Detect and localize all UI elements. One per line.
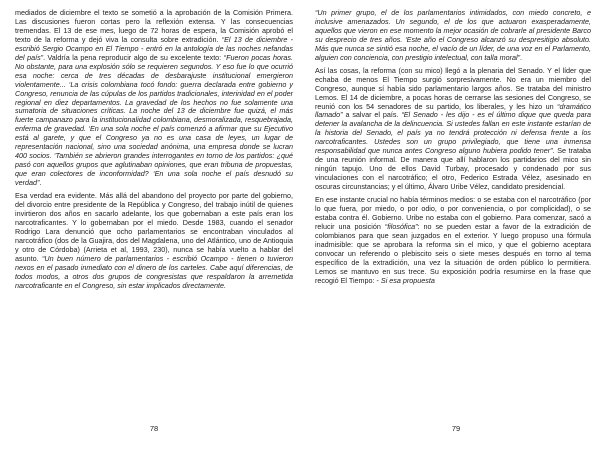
text-segment: En ese instante crucial no había términos medios: o se estaba con el narcotráfico (por lo que fuera, por miedo, o por odio, o por conveniencia, o por complicidad), o se estaba contra él. Gobierno. Uribe no estaba con el gobierno. Para comenzar, sacó a relucir una posición [315,195,591,231]
text-segment: . [519,52,522,62]
text-segment: Esa verdad era evidente. Más allá del abandono del proyecto por parte del gobierno, del divorcio entre presidente de la República y Congreso, del trabajo inútil de quienes invirtieron dos años en sacarlo adelante, los que gobernaban a este país eran los narcotraficantes. Y lo gobernaban por el miedo. Desde 1983, cuando el senador Rodrigo Lara denunció que ocho parlamentarios se encontraban vinculados al narcotráfico (dos de la Guajira, dos del Magdalena, uno del Atlántico, uno de Antioquia y otro de Córdoba) (Arrieta et al, 1993, 230), nunca se había vuelto a hablar del asunto. [15,191,293,263]
quote-segment: Si esa propuesta [380,275,435,285]
text-segment: mediados de diciembre el texto se sometió a la aprobación de la Comisión Primera. Las discusiones fueron cortas pero la reflexión extensa. Y las consecuencias tremendas. El 13 de ese mes, luego de 72 horas de espera, la Comisión aprobó el texto de la reforma y dejó viva la consulta sobre extradición. [15,8,293,44]
text-segment: . [39,178,42,188]
quote-segment: “dramático llamado” [315,101,591,120]
right-page-text-column [315,9,591,286]
text-segment: . Se trataba de una reunión informal. De manera que allí hablaron los partidarios del mico sin ningún tapujo. Uno de ellos David Turbay, procesado y condenado por sus vinculaciones con el narcotráfico; el otro, Federico Estrada Vélez, asesinado en oscuras circunstancias; y el último, Álvaro Uribe Vélez, candidato presidencial. [315,146,591,192]
quote-segment: “Fueron pocas horas. No obstante, para una explosión sólo se requieren segundos. Y eso fue lo que ocurrió esa noche: cerca de tres décadas de desbarajuste institucional emergieron violentamente... ‘La crisis colombiana tocó fondo: guerra declarada entre gobierno y Congreso, renuncia de las cúpulas de los partidos tradicionales, interinidad en el poder regional en diez departamentos. La gravedad de los hechos no fue solamente una sumatoria de situaciones críticas. La noche del 13 de diciembre fue quizá, el más fuerte campanazo para la institucionalidad colombiana, desmoralizada, resquebrajada, enferma de gravedad. ‘En una sola noche el país comenzó a afirmar que su Ejecutivo está al garete, y que el Congreso ya no es una casa de leyes, un lugar de representación nacional, sino una sociedad anónima, una empresa donde se lucran 400 socios. ‘También se abrieron grandes interrogantes en torno de los partidos: ¿qué pasó con aquellos grupos que aglutinaban opiniones, que eran tribuna de propuestas, que eran colectores de inconformidad? ‘En una sola noche el país desnudó su verdad” [15,52,293,188]
text-segment: : no se pueden estar a favor de la extradición de colombianos para que sean juzgados en el exterior. Y luego propuso una fórmula inadmisible: que se aprobara la reforma sin el mico, y que el gobierno aceptara convocar un referendo o plebiscito seis o siete meses después en torno al tema específico de la extradición, una vez la situación de orden público lo permitiera. Lemos se mantuvo en sus trece. Su exposición podría resumirse en la frase que recogió El Tiempo: - [315,221,591,285]
text-segment: a salvar el país. [342,110,402,120]
quote-segment: “Un buen número de parlamentarios - escribió Ocampo - tienen o tuvieron nexos en el pasado inmediato con el dinero de los carteles. Cabe aquí diferencias, de todos modos, a otros dos grupos de congresistas que respaldaron la arremetida narcotraficante en el Congreso, sin estar implicados directamente. [15,253,293,290]
left-paragraph-1 [15,9,293,188]
text-segment: Así las cosas, la reforma (con su mico) llegó a la plenaria del Senado. Y el líder que echaba de menos El Tiempo surgió sorpresivamente. No era un miembro del Congreso, aunque sí había sido parlamentario largos años. Se trataba del ministro Lemos. El 14 de diciembre, a pocas horas de cerrarse las sesiones del Congreso, se reunió con los 54 senadores de su partido, los liberales, y les hizo un [315,65,591,111]
quote-segment: “El 13 de diciembre - escribió Sergio Ocampo en El Tiempo - entró en la antología de las noches nefandas del país” [15,34,294,62]
quote-segment: “Un primer grupo, el de los parlamentarios intimidados, con miedo concreto, e inclusive amenazados. Un segundo, el de los que actuaron exasperadamente, aquellos que vieron en ese momento la mejor ocasión de cobrarle al presidente Barco su desprecio de tres años. ‘Este año el Congreso alcanzó su despresitigio absoluto. Más que nunca se sintió esa noche, el vacío de un líder, de una voz en el Parlamento, alguien con conciencia, con prestigio intelectual, con talla moral” [315,8,591,62]
left-paragraph-2 [15,192,293,290]
page-number-left: 78 [149,424,159,433]
quote-segment: “filosófica” [384,221,418,231]
right-paragraph-3 [315,196,591,286]
quote-segment: “El Senado - les dijo - es el último dique que queda para detener la avalancha de la delincuencia. Si ustedes fallan en este instante estarían de la historia del Senado, el país ya no tendrá protección ni defensa frente a los narcotraficantes. Ustedes son un grupo privilegiado, que tiene una inmensa responsabilidad que nunca antes Congreso alguno hubiera podido tener” [315,110,592,156]
right-paragraph-1 [315,9,591,63]
left-page-text-column [15,9,293,291]
page-number-right: 79 [451,424,461,433]
right-paragraph-2 [315,67,591,192]
text-segment: . Valdría la pena reproducir algo de su excelente texto: [43,52,224,62]
